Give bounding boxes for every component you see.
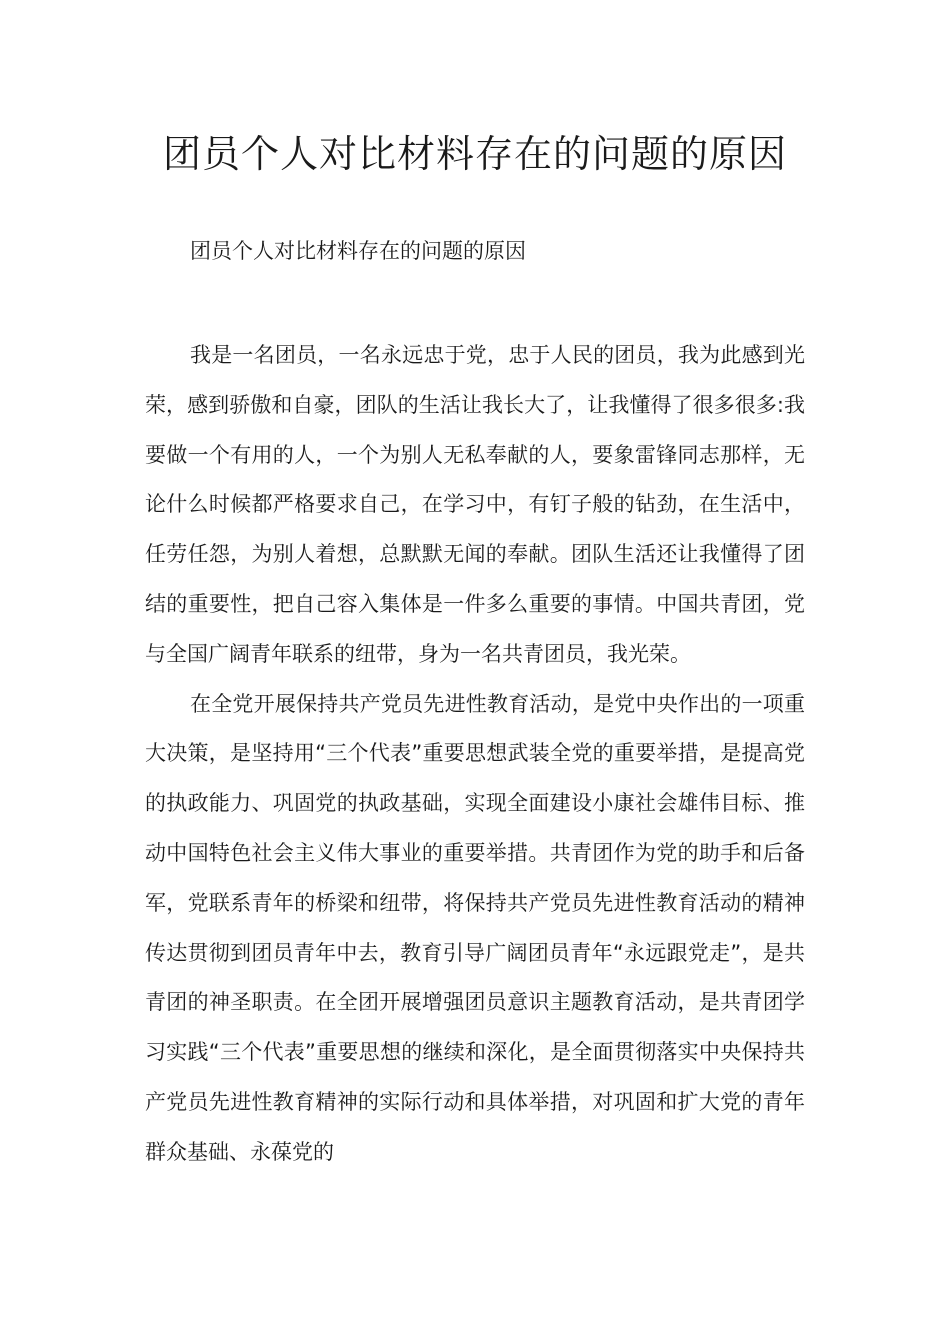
- document-title: 团员个人对比材料存在的问题的原因: [162, 132, 787, 176]
- document-subtitle: 团员个人对比材料存在的问题的原因: [190, 239, 526, 263]
- paragraph-2: 在全党开展保持共产党员先进性教育活动，是党中央作出的一项重大决策，是坚持用“三个代表”重要思想武装全党的重要举措，是提高党的执政能力、巩固党的执政基础，实现全面建设小康社会雄伟目标、推动中国特色社会主义伟大事业的重要举措。共青团作为党的助手和后备军，党联系青年的桥梁和纽带，将保持共产党员先进性教育活动的精神传达贯彻到团员青年中去，教育引导广阔团员青年“永远跟党走”，是共青团的神圣职责。在全团开展增强团员意识主题教育活动，是共青团学习实践“三个代表”重要思想的继续和深化，是全面贯彻落实中央保持共产党员先进性教育精神的实际行动和具体举措，对巩固和扩大党的青年群众基础、永葆党的: [145, 691, 805, 1164]
- document-body: [145, 331, 805, 1178]
- paragraph-1: 我是一名团员，一名永远忠于党，忠于人民的团员，我为此感到光荣，感到骄傲和自豪，团队的生活让我长大了，让我懂得了很多很多:我要做一个有用的人，一个为别人无私奉献的人，要象雷锋同志那样，无论什么时候都严格要求自己，在学习中，有钉子般的钻劲，在生活中，任劳任怨，为别人着想，总默默无闻的奉献。团队生活还让我懂得了团结的重要性，把自己容入集体是一件多么重要的事情。中国共青团，党与全国广阔青年联系的纽带，身为一名共青团员，我光荣。: [145, 343, 805, 666]
